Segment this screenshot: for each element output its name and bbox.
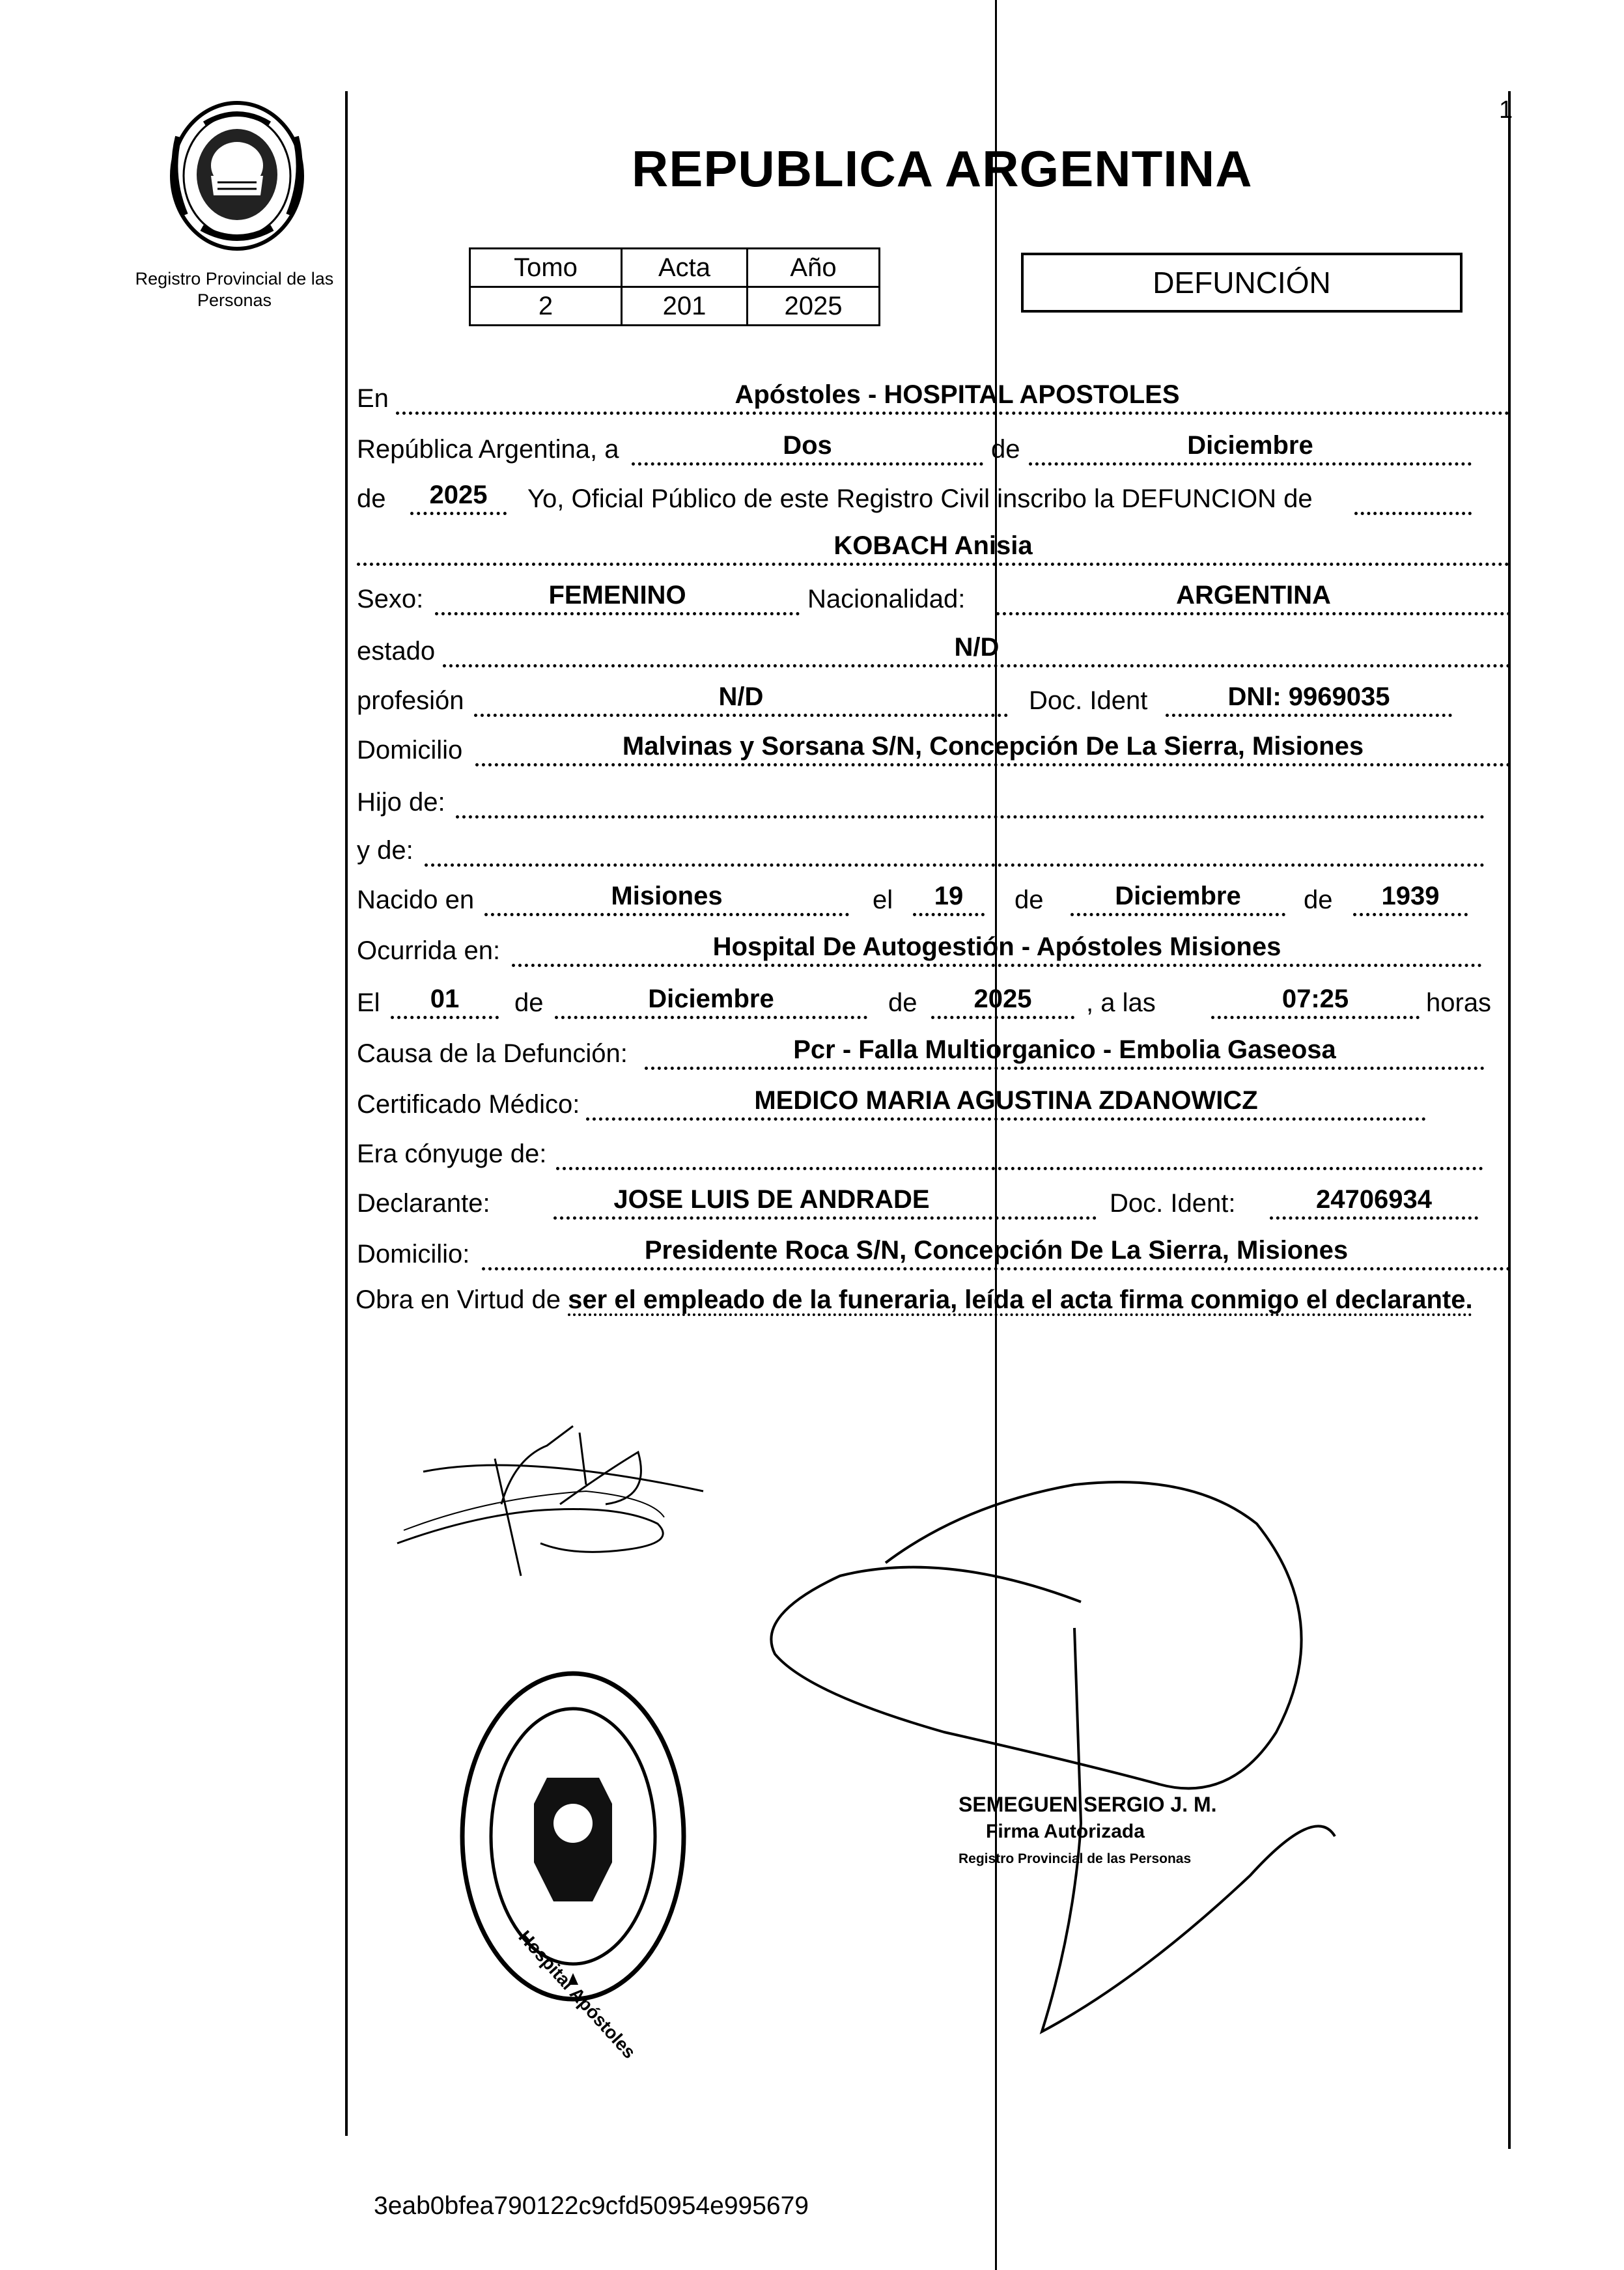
name-dotline [357, 563, 1509, 566]
conyuge-dotline [556, 1167, 1483, 1170]
death-year: 2025 [973, 985, 1032, 1013]
tomo-header: Tomo [470, 249, 622, 287]
estado-label: estado [357, 637, 436, 666]
doc-label: Doc. Ident [1029, 686, 1148, 715]
birth-month: Diciembre [1115, 882, 1241, 910]
month-dotline [1029, 462, 1472, 466]
month-value: Diciembre [1187, 431, 1313, 460]
birth-day: 19 [934, 882, 964, 910]
sexo-dotline [435, 612, 800, 615]
domicilio2-label: Domicilio: [357, 1240, 470, 1268]
death-time: 07:25 [1281, 985, 1349, 1013]
birth-de2-label: de [1304, 886, 1333, 914]
sexo-value: FEMENINO [548, 581, 686, 610]
birth-year-dotline [1353, 913, 1468, 916]
registry-seal [456, 1667, 690, 2006]
domicilio-value: Malvinas y Sorsana S/N, Concepción De La Sierra, Misiones [622, 732, 1364, 761]
sexo-label: Sexo: [357, 585, 424, 613]
certificado-label: Certificado Médico: [357, 1090, 580, 1119]
nacido-label: Nacido en [357, 886, 475, 914]
inscribo-text: Yo, Oficial Público de este Registro Civil inscribo la DEFUNCION de [527, 484, 1313, 513]
doc-dotline [1166, 714, 1452, 717]
a-las-label: , a las [1086, 988, 1156, 1017]
death-time-dotline [1211, 1016, 1420, 1019]
page-number: 1 [1499, 96, 1513, 124]
seal-inner-text: Hospital Apóstoles [514, 1926, 640, 2063]
official-role: Firma Autorizada [986, 1821, 1145, 1842]
profesion-dotline [474, 714, 1008, 717]
nacido-value: Misiones [611, 882, 723, 910]
en-label: En [357, 384, 389, 413]
hijo-label: Hijo de: [357, 788, 445, 817]
conyuge-label: Era cónyuge de: [357, 1140, 547, 1168]
volume-table [469, 247, 880, 326]
left-margin-line [345, 91, 348, 2136]
death-day: 01 [430, 985, 460, 1013]
deceased-name: KOBACH Anisia [833, 531, 1033, 560]
province-emblem-icon [165, 98, 309, 254]
official-name: SEMEGUEN SERGIO J. M. [959, 1793, 1217, 1816]
year-dotline [410, 512, 507, 515]
official-stamp [959, 1791, 1217, 1873]
day-value: Dos [783, 431, 832, 460]
nacionalidad-value: ARGENTINA [1176, 581, 1331, 610]
el-cap-label: El [357, 988, 380, 1017]
birth-month-dotline [1071, 913, 1285, 916]
year-value: 2025 [429, 481, 488, 509]
document-hash: 3eab0bfea790122c9cfd50954e995679 [374, 2192, 809, 2220]
nacionalidad-dotline [996, 612, 1511, 615]
yde-label: y de: [357, 836, 413, 865]
acta-header: Acta [622, 249, 748, 287]
anio-value: 2025 [748, 287, 880, 326]
nacido-dotline [484, 913, 849, 916]
registry-name: Registro Provincial de las Personas [135, 269, 334, 310]
domicilio2-value: Presidente Roca S/N, Concepción De La Sierra, Misiones [644, 1236, 1349, 1265]
obra-label: Obra en Virtud de [356, 1285, 561, 1314]
nacionalidad-label: Nacionalidad: [807, 585, 966, 613]
en-value: Apóstoles - HOSPITAL APOSTOLES [735, 380, 1180, 409]
obra-value: ser el empleado de la funeraria, leída el acta firma conmigo el declarante. [568, 1285, 1473, 1314]
domicilio-dotline [475, 763, 1511, 766]
declarante-doc-label: Doc. Ident: [1110, 1189, 1236, 1218]
declarante-doc-value: 24706934 [1316, 1185, 1432, 1214]
death-de2-label: de [888, 988, 917, 1017]
certificado-value: MEDICO MARIA AGUSTINA ZDANOWICZ [754, 1086, 1258, 1115]
obra-paragraph [356, 1283, 1512, 1317]
domicilio-label: Domicilio [357, 736, 463, 764]
birth-day-dotline [913, 913, 985, 916]
causa-value: Pcr - Falla Multiorganico - Embolia Gaseosa [793, 1035, 1336, 1064]
record-type-box: DEFUNCIÓN [1021, 253, 1463, 313]
profesion-label: profesión [357, 686, 464, 715]
official-registry: Registro Provincial de las Personas [959, 1851, 1192, 1866]
republica-label: República Argentina, a [357, 435, 619, 464]
estado-dotline [443, 664, 1511, 667]
declarante-value: JOSE LUIS DE ANDRADE [613, 1185, 930, 1214]
en-dotline [396, 412, 1509, 415]
ocurrida-dotline [512, 964, 1482, 967]
hijo-dotline [456, 815, 1485, 819]
declarante-dotline [553, 1216, 1097, 1220]
birth-de-label: de [1015, 886, 1044, 914]
declarante-label: Declarante: [357, 1189, 490, 1218]
yde-dotline [425, 863, 1485, 867]
ocurrida-label: Ocurrida en: [357, 936, 501, 965]
death-year-dotline [931, 1016, 1074, 1019]
declarant-signature [391, 1420, 716, 1589]
declarante-doc-dotline [1270, 1216, 1478, 1220]
day-dotline [632, 462, 983, 466]
causa-dotline [645, 1067, 1485, 1070]
ocurrida-value: Hospital De Autogestión - Apóstoles Misiones [712, 932, 1281, 961]
page-title: REPUBLICA ARGENTINA [632, 140, 1253, 197]
de-label: de [991, 435, 1020, 464]
acta-value: 201 [622, 287, 748, 326]
doc-value: DNI: 9969035 [1227, 682, 1390, 711]
estado-value: N/D [954, 633, 1000, 662]
official-signature [736, 1459, 1387, 2045]
anio-header: Año [748, 249, 880, 287]
birth-year: 1939 [1381, 882, 1440, 910]
causa-label: Causa de la Defunción: [357, 1039, 628, 1068]
tomo-value: 2 [470, 287, 622, 326]
inscribo-dotline [1354, 512, 1472, 515]
certificado-dotline [586, 1117, 1426, 1121]
el-label: el [873, 886, 893, 914]
de-year-label: de [357, 484, 386, 513]
death-de-label: de [514, 988, 544, 1017]
death-month-dotline [555, 1016, 867, 1019]
horas-label: horas [1426, 988, 1492, 1017]
death-day-dotline [391, 1016, 499, 1019]
profesion-value: N/D [718, 682, 764, 711]
death-month: Diciembre [648, 985, 774, 1013]
domicilio2-dotline [482, 1267, 1511, 1270]
